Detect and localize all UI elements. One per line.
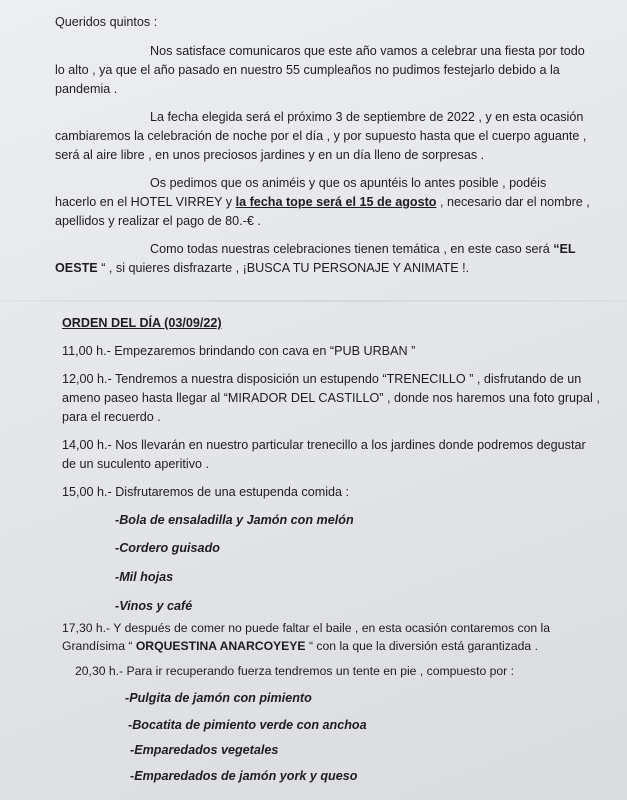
intro-line-3: pandemia . (55, 82, 118, 96)
agenda-item-1200-line-2: ameno paseo hasta llegar al “MIRADOR DEL CASTILLO” , donde nos haremos una foto grupal , (62, 391, 600, 405)
signup-name-text: , necesario dar el nombre , (436, 195, 590, 209)
menu-item-4: -Vinos y café (115, 599, 193, 613)
agenda-heading: ORDEN DEL DÍA (03/09/22) (62, 316, 222, 330)
snack-item-2: -Bocatita de pimiento verde con anchoa (128, 718, 367, 732)
snack-item-1: -Pulgita de jamón con pimiento (125, 691, 312, 705)
agenda-item-1200-line-3: para el recuerdo . (62, 410, 161, 424)
menu-item-3: -Mil hojas (115, 570, 174, 584)
paper-fold (0, 300, 627, 302)
agenda-item-1200-line-1: 12,00 h.- Tendremos a nuestra disposición un estupendo “TRENECILLO ” , disfrutando de un (62, 372, 582, 386)
theme-quote: “EL (553, 242, 576, 256)
orchestra-name: ORQUESTINA ANARCOYEYE (135, 639, 306, 653)
theme-line-2 (55, 261, 469, 276)
date-line-3: será al aire libre , en unos preciosos jardines y en un día lleno de sorpresas . (55, 148, 485, 162)
theme-line-1 (150, 242, 576, 257)
intro-line-1: Nos satisface comunicaros que este año vamos a celebrar una fiesta por todo (150, 44, 585, 58)
theme-text: Como todas nuestras celebraciones tienen temática , en este caso será (150, 242, 554, 256)
orchestra-intro: Grandísima “ (62, 639, 136, 653)
deadline-text: la fecha tope será el 15 de agosto (235, 195, 437, 209)
signup-line-2 (55, 195, 590, 210)
menu-item-1: -Bola de ensaladilla y Jamón con melón (115, 513, 354, 527)
agenda-item-1730-line-2 (62, 639, 538, 654)
date-line-1: La fecha elegida será el próximo 3 de septiembre de 2022 , y en esta ocasión (150, 110, 584, 124)
theme-costume-text: “ , si quieres disfrazarte , ¡BUSCA TU PERSONAJE Y ANIMATE !. (97, 261, 470, 275)
snack-item-3: -Emparedados vegetales (130, 743, 279, 757)
agenda-item-2030: 20,30 h.- Para ir recuperando fuerza tendremos un tente en pie , compuesto por : (75, 664, 515, 678)
signup-line-1: Os pedimos que os animéis y que os apuntéis lo antes posible , podéis (150, 176, 547, 190)
date-line-2: cambiaremos la celebración de noche por el día , y por supuesto hasta que el cuerpo aguante , (55, 129, 587, 143)
orchestra-guarantee: “ con la que la diversión está garantizada . (305, 639, 538, 653)
intro-line-2: lo alto , ya que el año pasado en nuestro 55 cumpleaños no pudimos festejarlo debido a la (55, 63, 560, 77)
theme-name: OESTE (55, 261, 98, 275)
agenda-item-1500: 15,00 h.- Disfrutaremos de una estupenda comida : (62, 485, 350, 499)
agenda-item-1100: 11,00 h.- Empezaremos brindando con cava en “PUB URBAN ” (62, 344, 416, 358)
snack-item-4: -Emparedados de jamón york y queso (130, 769, 358, 783)
menu-item-2: -Cordero guisado (115, 541, 220, 555)
agenda-item-1730-line-1: 17,30 h.- Y después de comer no puede faltar el baile , en esta ocasión contaremos con la (62, 621, 551, 635)
signup-hotel-text: hacerlo en el HOTEL VIRREY y (55, 195, 236, 209)
greeting: Queridos quintos : (55, 15, 158, 29)
agenda-item-1400-line-1: 14,00 h.- Nos llevarán en nuestro particular trenecillo a los jardines donde podremos degustar (62, 438, 586, 452)
agenda-item-1400-line-2: de un suculento aperitivo . (62, 457, 210, 471)
signup-line-3: apellidos y realizar el pago de 80.-€ . (55, 214, 261, 228)
